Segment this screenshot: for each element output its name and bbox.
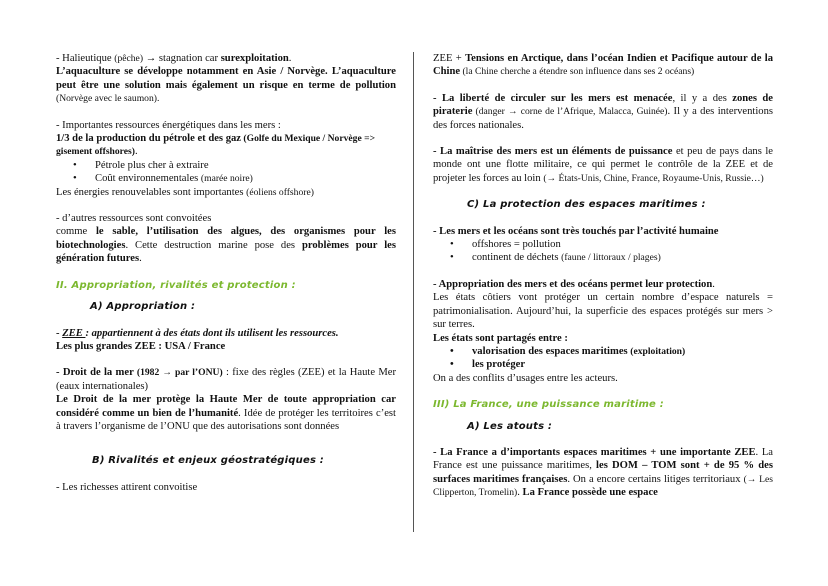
energie-bullet-list <box>56 159 396 186</box>
subheading-rivalites: B) Rivalités et enjeux géostratégiques : <box>92 455 324 467</box>
droit-de-la-mer: - Droit de la mer (1982 → par l’ONU) : fixe des règles (ZEE) et la Haute Mer (eaux internationales) <box>56 367 396 392</box>
maitrise-paragraph: - La maîtrise des mers est un éléments de puissance et peu de pays dans le monde ont une flotte militaire, ce qui permet le contrôle de la ZEE et de projeter les forces au loin (→ États-Unis, Chine, France, Royaume-Unis, Russie…) <box>433 146 773 184</box>
list-item: • continent de déchets (faune / littoraux / plages) <box>450 252 661 264</box>
halieutique-line: - Halieutique (pêche) → stagnation car surexploitation. <box>56 53 292 64</box>
liberte-paragraph: - La liberté de circuler sur les mers est menacée, il y a des zones de piraterie (danger → corne de l’Afrique, Malacca, Guinée). Il y a des interventions des forces nationales. <box>433 92 774 131</box>
bullet-icon: • <box>450 252 454 264</box>
autres-paragraph: comme le sable, l’utilisation des algues, des organismes pour les biotechnologies. Cette destruction marine pose des problèmes pour les génération futures. <box>56 226 396 265</box>
zee-tensions: ZEE + Tensions en Arctique, dans l’océan Indien et Pacifique autour de la Chine (la Chine cherche a étendre son influence dans ses 2 océans) <box>433 53 773 78</box>
column-divider <box>413 52 414 532</box>
appropriation-line: - Appropriation des mers et des océans permet leur protection. <box>433 278 715 290</box>
list-item: • offshores = pollution <box>450 239 561 251</box>
patrimonialisation-paragraph: Les états côtiers vont protéger un certain nombre d’espace naturels = patrimonialisation. Aujourd’hui, la superficie des espaces protégés sur mers > sur terres. <box>433 292 773 331</box>
left-column <box>56 52 396 494</box>
partages-line: Les états sont partagés entre : <box>433 332 568 344</box>
bullet-icon: • <box>73 159 77 171</box>
bullet-icon: • <box>450 359 454 371</box>
zee-largest: Les plus grandes ZEE : USA / France <box>56 340 226 352</box>
subheading-protection: C) La protection des espaces maritimes : <box>467 199 706 211</box>
subheading-appropriation: A) Appropriation : <box>90 301 196 313</box>
energie-intro: - Importantes ressources énergétiques dans les mers : <box>56 119 281 131</box>
section-heading-2: II. Appropriation, rivalités et protection : <box>56 279 296 291</box>
touches-bullet-list <box>433 238 773 265</box>
list-item: • valorisation des espaces maritimes (exploitation) <box>450 345 686 357</box>
renouvelables-line: Les énergies renouvelables sont importantes (éoliens offshore) <box>56 186 314 198</box>
list-item: • Coût environnementales (marée noire) <box>73 173 253 185</box>
bullet-icon: • <box>450 239 454 251</box>
france-paragraph: - La France a d’importants espaces maritimes + une importante ZEE. La France est une puissance maritimes, les DOM – TOM sont + de 95 % des surfaces maritimes françaises. On a encore certains litiges territoriaux (→ Les Clipperton, Tromelin). La France possède une espace <box>433 446 774 499</box>
list-item: • les protéger <box>450 359 526 371</box>
list-item: • Pétrole plus cher à extraire <box>73 159 209 171</box>
touches-line: - Les mers et les océans sont très touchés par l’activité humaine <box>433 225 719 237</box>
droit-protection: Le Droit de la mer protège la Haute Mer de toute appropriation car considéré comme un bien de l’humanité. Idée de protéger les territoires c’est à travers l’organisme de l’ONU que des autorisations sont données <box>56 394 396 432</box>
autres-intro: - d’autres ressources sont convoitées <box>56 213 212 225</box>
richesses-line: - Les richesses attirent convoitise <box>56 481 198 493</box>
section-heading-3: III) La France, une puissance maritime : <box>433 399 664 411</box>
right-column <box>433 52 773 500</box>
subheading-atouts: A) Les atouts : <box>467 420 553 432</box>
bullet-icon: • <box>73 173 77 185</box>
bullet-icon: • <box>450 345 454 357</box>
partages-bullet-list <box>433 345 773 372</box>
zee-definition: - ZEE : appartiennent à des états dont ils utilisent les ressources. <box>56 327 339 339</box>
energie-production: 1/3 de la production du pétrole et des gaz (Golfe du Mexique / Norvège => gisement offshores). <box>56 133 376 158</box>
conflits-line: On a des conflits d’usages entre les acteurs. <box>433 372 618 384</box>
aquaculture-paragraph: L’aquaculture se développe notamment en Asie / Norvège. L’aquaculture peut être une solution mais également un risque en terme de pollution (Norvège avec le saumon). <box>56 66 396 105</box>
